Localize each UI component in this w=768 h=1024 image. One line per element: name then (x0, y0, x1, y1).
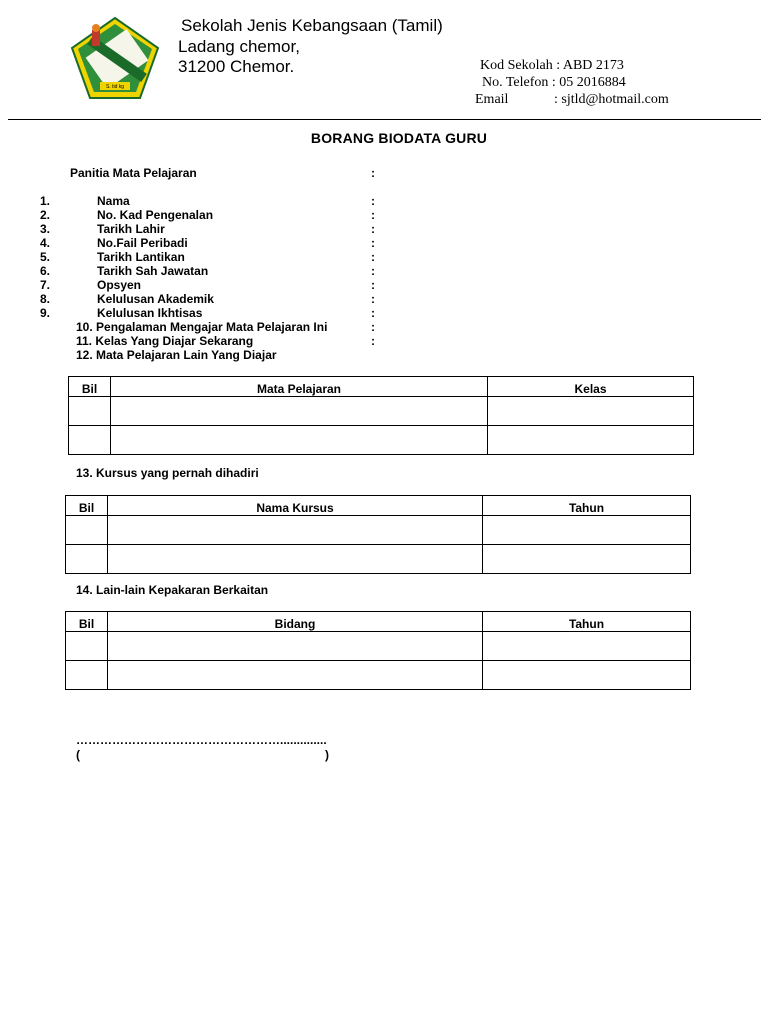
table-header-year: Tahun (483, 612, 691, 632)
panitia-colon: : (371, 166, 375, 180)
school-name-line2: Ladang chemor, (178, 37, 300, 56)
section-13-label: 13. Kursus yang pernah dihadiri (76, 466, 259, 480)
table-header-course-name: Nama Kursus (108, 496, 483, 516)
school-phone: No. Telefon : 05 2016884 (482, 75, 626, 90)
table-cell[interactable] (483, 632, 691, 661)
field-row: 5. Tarikh Lantikan : (40, 250, 375, 264)
field-row: 4. No.Fail Peribadi : (40, 236, 375, 250)
email-label: Email (475, 92, 509, 107)
field-row: 2. No. Kad Pengenalan : (40, 208, 375, 222)
table-header-class: Kelas (488, 377, 694, 397)
table-header-year: Tahun (483, 496, 691, 516)
field-row: 6. Tarikh Sah Jawatan : (40, 264, 375, 278)
table-cell[interactable] (108, 661, 483, 690)
school-name-line1: Sekolah Jenis Kebangsaan (Tamil) (181, 16, 443, 35)
table-row (69, 426, 694, 455)
form-title: BORANG BIODATA GURU (310, 130, 488, 146)
table-header-subject: Mata Pelajaran (111, 377, 488, 397)
field-row: 1. Nama : (40, 194, 375, 208)
email-value: : sjtld@hotmail.com (554, 92, 669, 107)
subjects-table (68, 376, 694, 455)
table-cell[interactable] (483, 661, 691, 690)
table-header-bil: Bil (66, 496, 108, 516)
table-row (66, 545, 691, 574)
field-row: 7. Opsyen : (40, 278, 375, 292)
expertise-table (65, 611, 691, 690)
table-cell[interactable] (108, 632, 483, 661)
field-row-10: 10. Pengalaman Mengajar Mata Pelajaran Ini : (76, 320, 375, 334)
table-cell[interactable] (488, 426, 694, 455)
table-cell[interactable] (111, 426, 488, 455)
field-row: 9. Kelulusan Ikhtisas : (40, 306, 375, 320)
table-cell[interactable] (483, 516, 691, 545)
courses-table (65, 495, 691, 574)
table-row (66, 632, 691, 661)
table-cell[interactable] (69, 397, 111, 426)
school-code: Kod Sekolah : ABD 2173 (480, 58, 624, 73)
table-header-bil: Bil (69, 377, 111, 397)
signature-open-paren: ( (76, 748, 80, 762)
field-row-12: 12. Mata Pelajaran Lain Yang Diajar (76, 348, 277, 362)
crest-motto: S. tid kg (105, 84, 125, 90)
table-cell[interactable] (483, 545, 691, 574)
table-row (66, 661, 691, 690)
table-cell[interactable] (66, 632, 108, 661)
table-cell[interactable] (66, 516, 108, 545)
field-row-11: 11. Kelas Yang Diajar Sekarang : (76, 334, 375, 348)
table-row (69, 397, 694, 426)
table-header-field: Bidang (108, 612, 483, 632)
table-cell[interactable] (111, 397, 488, 426)
table-cell[interactable] (108, 516, 483, 545)
school-address: 31200 Chemor. (178, 57, 295, 76)
table-cell[interactable] (66, 661, 108, 690)
table-header-bil: Bil (66, 612, 108, 632)
panitia-label: Panitia Mata Pelajaran (70, 166, 197, 180)
section-14-label: 14. Lain-lain Kepakaran Berkaitan (76, 583, 269, 597)
school-crest-logo (70, 16, 160, 100)
field-row: 3. Tarikh Lahir : (40, 222, 375, 236)
field-row: 8. Kelulusan Akademik : (40, 292, 375, 306)
table-cell[interactable] (69, 426, 111, 455)
table-cell[interactable] (66, 545, 108, 574)
table-row (66, 516, 691, 545)
signature-line: …………………………………………….............. (76, 733, 327, 747)
table-cell[interactable] (108, 545, 483, 574)
header-divider (8, 119, 761, 120)
table-cell[interactable] (488, 397, 694, 426)
signature-close-paren: ) (325, 748, 329, 762)
